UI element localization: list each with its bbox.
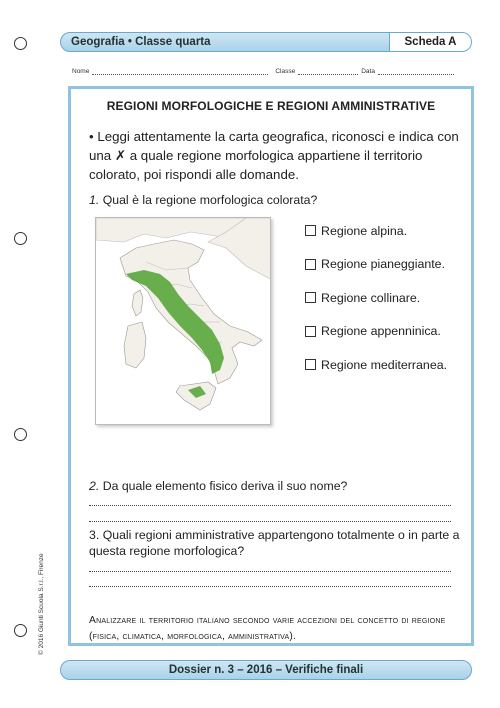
question-1-text: Qual è la regione morfologica colorata? (102, 193, 318, 207)
italy-map (95, 217, 271, 425)
option-label: Regione mediterranea. (321, 357, 448, 372)
question-2-text: Da quale elemento fisico deriva il suo nome? (102, 479, 348, 493)
question-2 (89, 479, 347, 493)
question-3-number: 3. (89, 528, 100, 542)
option-checkbox[interactable] (305, 225, 316, 236)
question-2-number: 2. (89, 479, 100, 493)
copyright-text: © 2016 Giunti Scuola S.r.l., Firenze (38, 553, 45, 655)
binder-hole-4 (14, 624, 27, 637)
answer-line-2b[interactable] (89, 521, 451, 522)
option-mediterranea[interactable] (305, 348, 447, 382)
option-checkbox[interactable] (305, 359, 316, 370)
answer-line-3a[interactable] (89, 571, 451, 572)
option-checkbox[interactable] (305, 292, 316, 303)
option-label: Regione collinare. (321, 290, 421, 305)
option-alpina[interactable] (305, 214, 447, 248)
date-label: Data (361, 68, 375, 75)
name-label: Nome (72, 68, 90, 75)
instruction-text: • Leggi attentamente la carta geografica, riconosci e indica con una ✗ a quale regione morfologica appartiene il territorio colorato, poi rispondi alle domande. (89, 129, 459, 182)
page-title: REGIONI MORFOLOGICHE E REGIONI AMMINISTRATIVE (106, 99, 436, 113)
student-info-line (72, 68, 472, 75)
option-appenninica[interactable] (305, 315, 447, 349)
option-label: Regione pianeggiante. (321, 257, 446, 272)
option-label: Regione appenninica. (321, 324, 441, 339)
question-1-number: 1. (89, 193, 100, 207)
date-field[interactable] (378, 69, 454, 75)
option-checkbox[interactable] (305, 326, 316, 337)
question-3-text: Quali regioni amministrative appartengono totalmente o in parte a questa regione morfologica? (89, 528, 460, 558)
italy-map-graphic (96, 218, 271, 425)
question-1 (89, 193, 317, 207)
answer-options (305, 214, 447, 382)
header-bar (60, 32, 472, 52)
footer-label: Dossier n. 3 – 2016 – Verifiche finali (168, 664, 364, 676)
class-label: Classe (275, 68, 296, 75)
footer-bar (60, 660, 472, 680)
option-checkbox[interactable] (305, 259, 316, 270)
option-pianeggiante[interactable] (305, 248, 447, 282)
class-field[interactable] (298, 69, 358, 75)
name-field[interactable] (92, 69, 268, 75)
option-collinare[interactable] (305, 281, 447, 315)
subject-label: Geografia • Classe quarta (71, 36, 211, 48)
option-label: Regione alpina. (321, 223, 408, 238)
exercise-frame (68, 86, 474, 646)
answer-line-3b[interactable] (89, 586, 451, 587)
sheet-label: Scheda A (389, 33, 471, 51)
learning-objective: Analizzare il territorio italiano secondo varie accezioni del concetto di regione (fisica, climatica, morfologica, amministrativa). (89, 615, 446, 642)
question-3 (89, 527, 467, 559)
binder-hole-1 (14, 37, 27, 50)
answer-line-2a[interactable] (89, 505, 451, 506)
binder-hole-3 (14, 428, 27, 441)
binder-hole-2 (14, 232, 27, 245)
